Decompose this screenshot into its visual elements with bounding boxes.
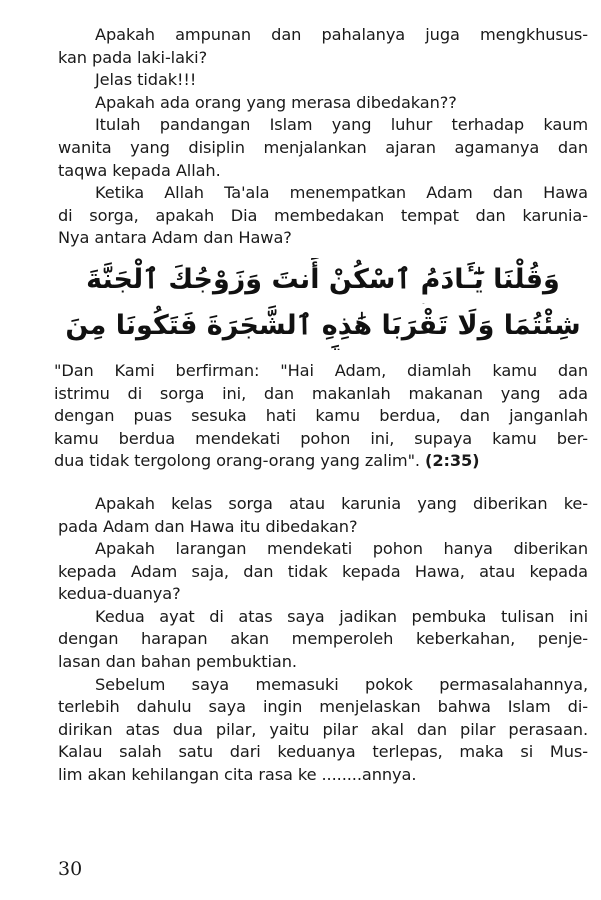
paragraph-line: pada Adam dan Hawa itu dibedakan? <box>58 516 358 536</box>
translation-line: kamu berdua mendekati pohon ini, supaya kamu ber- <box>54 428 588 448</box>
paragraph-line: Nya antara Adam dan Hawa? <box>58 228 292 248</box>
translation-line: dengan puas sesuka hati kamu berdua, dan janganlah <box>54 406 588 426</box>
paragraph-line: kedua-duanya? <box>58 584 181 604</box>
paragraph-line: Apakah ada orang yang merasa dibedakan?? <box>95 92 457 112</box>
paragraph <box>58 92 588 115</box>
paragraph-line: Apakah kelas sorga atau karunia yang diberikan ke- <box>95 493 588 513</box>
paragraph-line: dengan harapan akan memperoleh keberkahan, penje- <box>58 629 588 649</box>
section-gap <box>58 473 588 493</box>
paragraph-line: wanita yang disiplin menjalankan ajaran agamanya dan <box>58 137 588 157</box>
paragraph-line: lasan dan bahan pembuktian. <box>58 652 297 672</box>
paragraph <box>58 606 588 674</box>
top-paragraphs <box>58 24 588 250</box>
arabic-verse-line: وَقُلْنَا يَٰٓـَٔادَمُ ٱسْكُنْ أَنتَ وَزَوْجُكَ ٱلْجَنَّةَ <box>86 263 560 295</box>
paragraph-line: Ketika Allah Ta'ala menempatkan Adam dan Hawa <box>95 183 588 203</box>
translation-line: "Dan Kami berfirman: "Hai Adam, diamlah kamu dan <box>54 360 588 380</box>
paragraph-line: Apakah ampunan dan pahalanya juga mengkhusus- <box>95 25 588 44</box>
paragraph-line: taqwa kepada Allah. <box>58 160 221 180</box>
paragraph <box>58 538 588 606</box>
paragraph <box>58 114 588 182</box>
paragraph <box>58 182 588 250</box>
paragraph <box>58 674 588 787</box>
verse-translation <box>54 360 588 473</box>
paragraph-line: Kalau salah satu dari keduanya terlepas, maka si Mus- <box>58 742 588 762</box>
arabic-verse <box>58 258 588 350</box>
arabic-verse-line: شِئْتُمَا وَلَا تَقْرَبَا هَٰذِهِ ٱلشَّجَرَةَ فَتَكُونَا مِنَ <box>65 309 581 341</box>
paragraph-line: Itulah pandangan Islam yang luhur terhadap kaum <box>95 115 588 135</box>
paragraph <box>58 493 588 538</box>
page-body <box>54 24 588 787</box>
bottom-paragraphs <box>58 493 588 787</box>
paragraph-line: kan pada laki-laki? <box>58 47 208 67</box>
paragraph-line: lim akan kehilangan cita rasa ke ........annya. <box>58 765 417 785</box>
paragraph-line: Kedua ayat di atas saya jadikan pembuka tulisan ini <box>95 606 588 626</box>
translation-line: istrimu di sorga ini, dan makanlah makanan yang ada <box>54 383 588 403</box>
paragraph <box>58 24 588 69</box>
verse-reference: (2:35) <box>425 451 480 471</box>
paragraph-line: Jelas tidak!!! <box>95 70 197 90</box>
paragraph-line: terlebih dahulu saya ingin menjelaskan bahwa Islam di- <box>58 697 588 717</box>
paragraph-line: Sebelum saya memasuki pokok permasalahannya, <box>95 674 588 694</box>
paragraph-line: Apakah larangan mendekati pohon hanya diberikan <box>95 539 588 559</box>
paragraph-line: di sorga, apakah Dia membedakan tempat dan karunia- <box>58 205 588 225</box>
translation-line <box>54 450 588 473</box>
paragraph-line: kepada Adam saja, dan tidak kepada Hawa, atau kepada <box>58 561 588 581</box>
paragraph <box>58 69 588 92</box>
paragraph-line: dirikan atas dua pilar, yaitu pilar akal dan pilar perasaan. <box>58 719 588 739</box>
page-number: 30 <box>58 858 83 880</box>
translation-last-text: dua tidak tergolong orang-orang yang zalim". <box>54 451 420 471</box>
